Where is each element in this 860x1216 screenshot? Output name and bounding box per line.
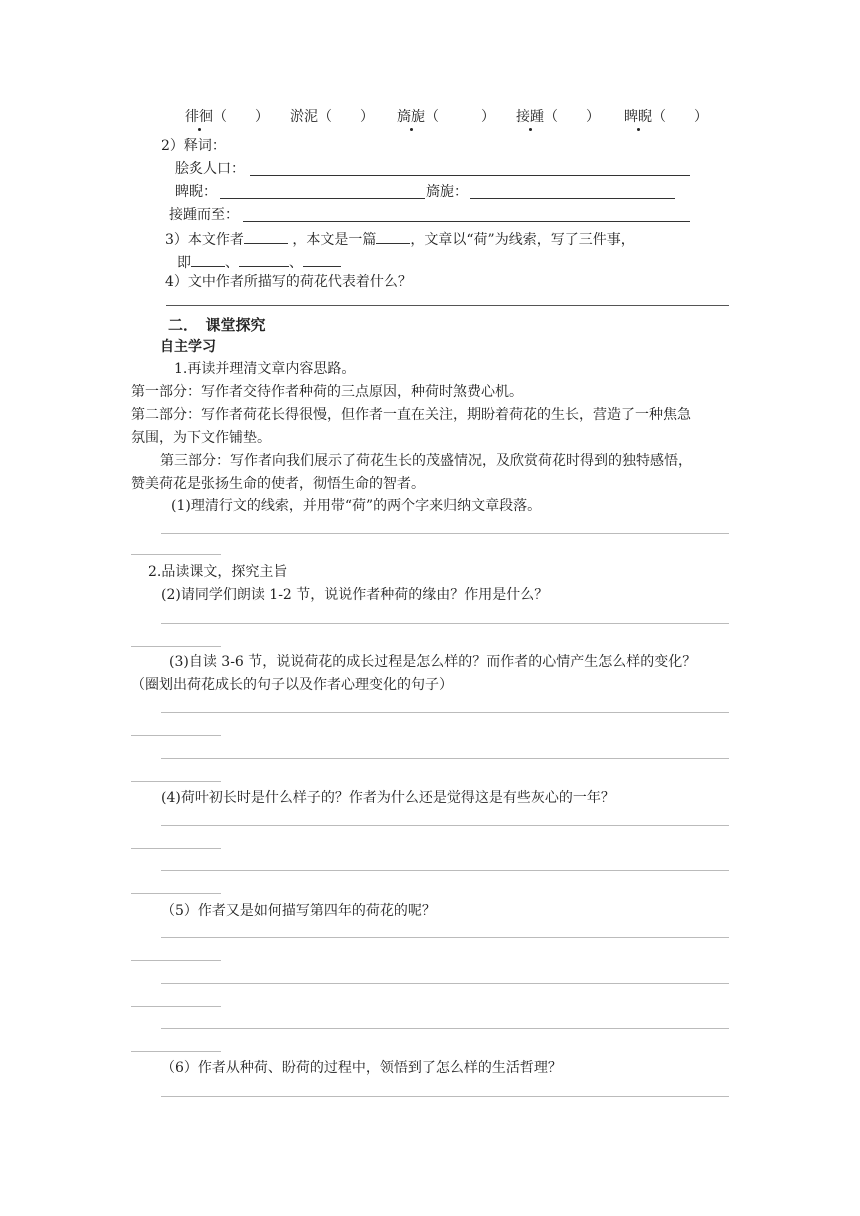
answer-line-end[interactable]	[131, 960, 221, 961]
question-3-line-1: (3)自读 3-6 节，说说荷花的成长过程是怎么样的？而作者的心情产生怎么样的变化？	[169, 654, 697, 670]
answer-line-end[interactable]	[131, 848, 221, 849]
blank-event-3[interactable]	[303, 252, 341, 267]
pinyin-item-3: 旖旎（ ）	[397, 109, 495, 125]
q4-text: 4）文中作者所描写的荷花代表着什么？	[165, 274, 412, 290]
answer-line-end[interactable]	[131, 893, 221, 894]
section-heading: 二． 课堂探究	[168, 316, 266, 334]
blank-author[interactable]	[244, 229, 288, 244]
question-3-line-2: （圈划出荷花成长的句子以及作者心理变化的句子）	[131, 677, 453, 693]
q4-answer-line[interactable]	[166, 305, 729, 306]
question-2: (2)请同学们朗读 1-2 节，说说作者种荷的缘由？作用是什么？	[161, 587, 549, 603]
blank-event-2[interactable]	[239, 252, 289, 267]
answer-line-pini[interactable]	[220, 198, 425, 199]
answer-line-jiezhong[interactable]	[243, 221, 690, 222]
q3-line2: 即 、 、	[177, 252, 341, 272]
answer-line-end[interactable]	[131, 735, 221, 736]
pinyin-item-4: 接踵（ ）	[516, 109, 600, 125]
word-yuni: 淤泥	[290, 109, 318, 125]
term-yini: 旖旎：	[426, 184, 468, 200]
question-5: （5）作者又是如何描写第四年的荷花的呢？	[161, 903, 436, 919]
task-2: 2.品读课文，探究主旨	[148, 564, 288, 580]
term-pini: 睥睨：	[175, 184, 217, 200]
answer-line[interactable]	[161, 825, 729, 826]
pinyin-item-2: 淤泥（ ）	[290, 109, 374, 125]
part-3-line-1: 第三部分：写作者向我们展示了荷花生长的茂盛情况，及欣赏荷花时得到的独特感悟，	[160, 453, 692, 469]
blank-event-1[interactable]	[191, 252, 225, 267]
answer-line[interactable]	[161, 983, 729, 984]
subsection-heading: 自主学习	[160, 339, 216, 355]
word-jiezhong: 接踵	[516, 109, 544, 125]
word-yini: 旖旎	[397, 109, 425, 125]
blank-genre[interactable]	[376, 229, 410, 244]
answer-line-end[interactable]	[131, 1051, 221, 1052]
answer-line[interactable]	[161, 758, 729, 759]
answer-line-end[interactable]	[131, 554, 221, 555]
q2-label: 2）释词：	[161, 138, 226, 154]
question-4: (4)荷叶初长时是什么样子的？作者为什么还是觉得这是有些灰心的一年？	[161, 790, 615, 806]
answer-line[interactable]	[161, 533, 729, 534]
answer-line[interactable]	[161, 712, 729, 713]
part-1: 第一部分：写作者交待作者种荷的三点原因，种荷时煞费心机。	[131, 384, 523, 400]
answer-line-yini[interactable]	[470, 198, 675, 199]
task-1: 1.再读并理清文章内容思路。	[174, 361, 356, 377]
answer-line[interactable]	[161, 1096, 729, 1097]
pinyin-item-1: 徘徊（ ）	[185, 109, 269, 125]
answer-line[interactable]	[161, 1028, 729, 1029]
part-2-line-1: 第二部分：写作者荷花长得很慢，但作者一直在关注，期盼着荷花的生长，营造了一种焦急	[131, 407, 691, 423]
term-kuaizhi: 脍炙人口：	[175, 161, 245, 177]
answer-line-kuaizhi[interactable]	[250, 175, 690, 176]
question-1: (1)理清行文的线索，并用带“荷”的两个字来归纳文章段落。	[171, 498, 542, 514]
answer-line[interactable]	[161, 937, 729, 938]
answer-line[interactable]	[161, 870, 729, 871]
answer-line[interactable]	[161, 623, 729, 624]
pinyin-item-5: 睥睨（ ）	[624, 109, 708, 125]
part-3-line-2: 赞美荷花是张扬生命的使者，彻悟生命的智者。	[131, 476, 425, 492]
part-2-line-2: 氛围，为下文作铺垫。	[131, 430, 271, 446]
term-jiezhong: 接踵而至：	[169, 207, 239, 223]
q3-line1: 3）本文作者 ，本文是一篇 ，文章以“荷”为线索，写了三件事，	[165, 229, 635, 249]
answer-line-end[interactable]	[131, 646, 221, 647]
answer-line-end[interactable]	[131, 1006, 221, 1007]
question-6: （6）作者从种荷、盼荷的过程中，领悟到了怎么样的生活哲理？	[161, 1060, 562, 1076]
word-pini: 睥睨	[624, 109, 652, 125]
answer-line-end[interactable]	[131, 781, 221, 782]
word-paihuai: 徘徊	[185, 109, 213, 125]
